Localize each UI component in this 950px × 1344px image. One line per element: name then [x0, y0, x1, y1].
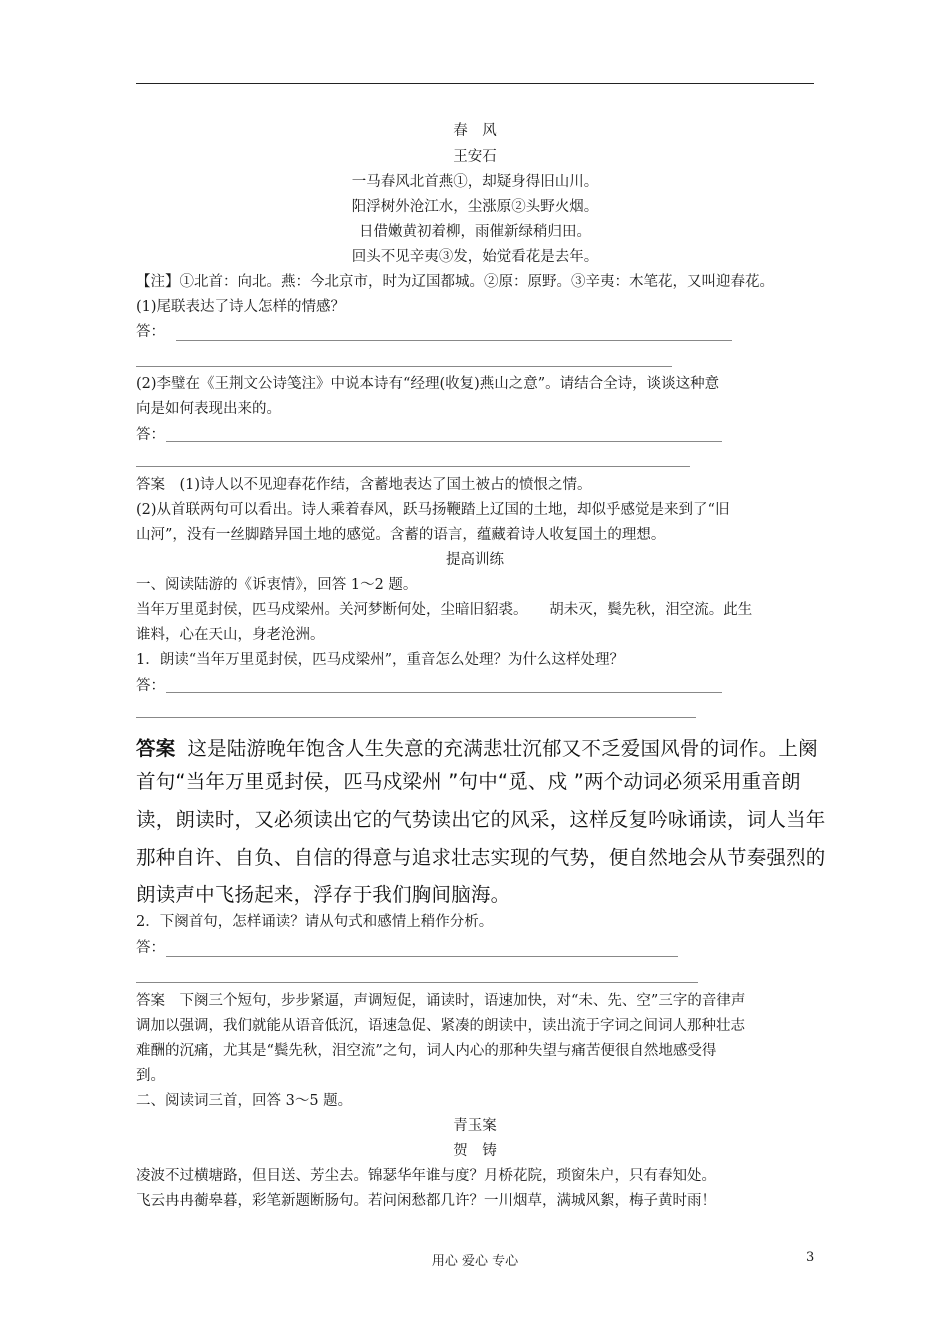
poem-line: 一马春风北首燕①，却疑身得旧山川。 — [351, 174, 599, 190]
poem-author: 贺 铸 — [453, 1143, 497, 1159]
section-title: 提高训练 — [446, 552, 504, 568]
page-number: 3 — [806, 1250, 815, 1265]
answer-blank[interactable] — [166, 692, 722, 693]
ci-text: 谁料，心在天山，身老沧洲。 — [136, 627, 325, 643]
footer-motto: 用心 爱心 专心 — [431, 1254, 519, 1269]
question-2: 向是如何表现出来的。 — [136, 401, 281, 417]
answer-blank[interactable] — [166, 956, 678, 957]
answer-label: 答： — [136, 678, 165, 694]
answer-text: 调加以强调，我们就能从语音低沉，语速急促、紧凑的朗读中，读出流于字词之间词人那种壮志 — [136, 1018, 745, 1034]
poem-line: 回头不见辛夷③发，始觉看花是去年。 — [351, 249, 599, 265]
answer-text: 难酬的沉痛，尤其是“鬓先秋，泪空流”之句，词人内心的那种失望与痛苦便很自然地感受得 — [136, 1043, 717, 1059]
answer-label: 答： — [136, 427, 165, 443]
header-rule — [136, 83, 814, 84]
poem-title: 春 风 — [453, 123, 497, 139]
answer-block-line: 答案 这是陆游晚年饱含人生失意的充满悲壮沉郁又不乏爱国风骨的词作。上阕 — [136, 737, 818, 760]
answer-blank[interactable] — [176, 340, 732, 341]
answer-blank[interactable] — [166, 441, 722, 442]
poem-line: 阳浮树外沧江水，尘涨原②头野火烟。 — [351, 199, 599, 215]
answer-text: 到。 — [136, 1068, 165, 1084]
answer-text: 答案 (1)诗人以不见迎春花作结，含蓄地表达了国土被占的愤恨之情。 — [136, 477, 592, 493]
poem-line: 凌波不过横塘路，但目送、芳尘去。锦瑟华年谁与度？月桥花院，琐窗朱户，只有春知处。 — [136, 1168, 716, 1184]
answer-label: 答案 — [136, 737, 176, 760]
answer-text: 山河”，没有一丝脚踏异国土地的感觉。含蓄的语言，蕴藏着诗人收复国土的理想。 — [136, 527, 666, 543]
answer-label: 答： — [136, 324, 165, 340]
answer-blank[interactable] — [136, 717, 696, 718]
answer-label: 答： — [136, 940, 165, 956]
poem-note: 【注】①北首：向北。燕：今北京市，时为辽国都城。②原：原野。③辛夷：木笔花，又叫迎春花。 — [136, 274, 774, 290]
part-intro: 一、阅读陆游的《诉衷情》，回答 1～2 题。 — [136, 577, 418, 593]
question-2: (2)李璧在《王荆文公诗笺注》中说本诗有“经理(收复)燕山之意”。请结合全诗，谈谈这种意 — [136, 376, 720, 392]
answer-block-line: 首句“当年万里觅封侯，匹马戍梁州 ”句中“觅、戍 ”两个动词必须采用重音朗 — [136, 770, 801, 793]
poem-line: 飞云冉冉蘅皋暮，彩笔新题断肠句。若问闲愁都几许？一川烟草，满城风絮，梅子黄时雨！ — [136, 1193, 716, 1209]
sub-question-1: 1．朗读“当年万里觅封侯，匹马戍梁州”，重音怎么处理？为什么这样处理？ — [136, 652, 625, 668]
poem-author: 王安石 — [453, 149, 497, 165]
answer-blank[interactable] — [136, 982, 698, 983]
answer-text: 答案 下阕三个短句，步步紧逼，声调短促，诵读时，语速加快，对“未、先、空”三字的音律声 — [136, 993, 746, 1009]
poem-line: 日借嫩黄初着柳，雨催新绿稍归田。 — [359, 224, 591, 240]
answer-block-line: 那种自许、自负、自信的得意与追求壮志实现的气势，便自然地会从节奏强烈的 — [136, 846, 826, 869]
question-1: (1)尾联表达了诗人怎样的情感？ — [136, 299, 346, 315]
answer-text: (2)从首联两句可以看出。诗人乘着春风，跃马扬鞭踏上辽国的土地，却似乎感觉是来到了“旧 — [136, 502, 730, 518]
answer-blank[interactable] — [136, 366, 672, 367]
part-intro: 二、阅读词三首，回答 3～5 题。 — [136, 1093, 353, 1109]
answer-block-line: 读，朗读时，又必须读出它的气势读出它的风采，这样反复吟咏诵读，词人当年 — [136, 808, 826, 831]
poem-title: 青玉案 — [453, 1118, 497, 1134]
answer-blank[interactable] — [136, 466, 690, 467]
answer-block-line: 朗读声中飞扬起来，浮存于我们胸间脑海。 — [136, 883, 511, 906]
sub-question-2: 2．下阕首句，怎样诵读？请从句式和感情上稍作分析。 — [136, 914, 494, 930]
ci-text: 当年万里觅封侯，匹马戍梁州。关河梦断何处，尘暗旧貂裘。 胡未灭，鬓先秋，泪空流。此生 — [136, 602, 753, 618]
